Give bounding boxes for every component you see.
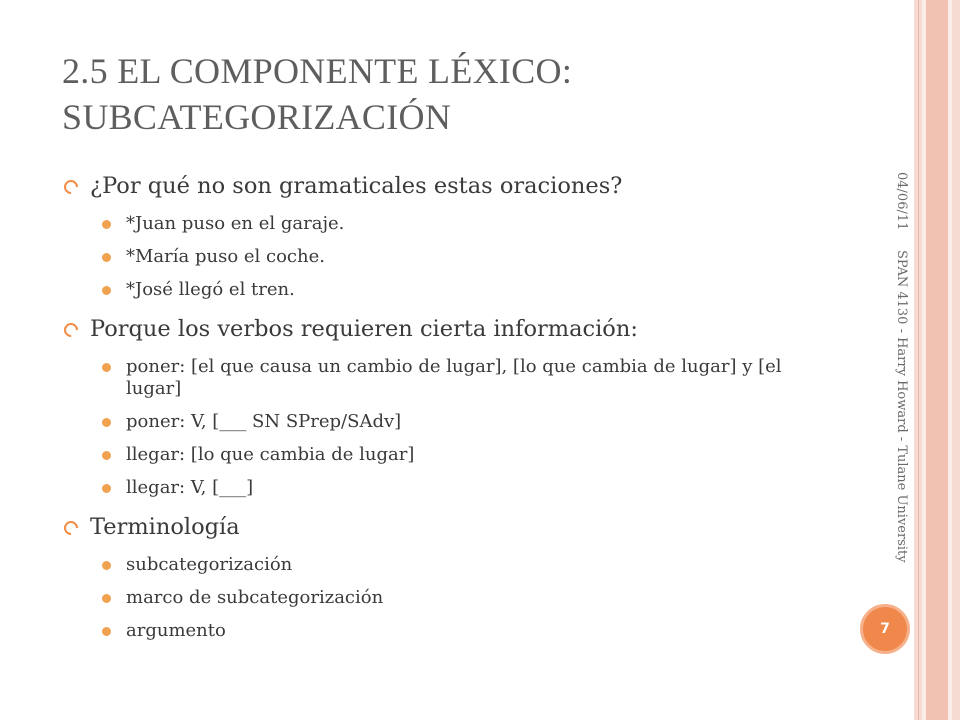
slide-footer: SPAN 4130 - Harry Howard - Tulane University bbox=[894, 250, 909, 563]
sub-bullet: marco de subcategorización bbox=[100, 587, 834, 609]
bullet-marker-icon bbox=[61, 177, 81, 197]
sub-bullet: subcategorización bbox=[100, 554, 834, 576]
bullet-marker-icon bbox=[61, 320, 81, 340]
dot-icon bbox=[102, 451, 111, 460]
bullet-2: Porque los verbos requieren cierta información: bbox=[64, 315, 834, 343]
dot-icon bbox=[102, 418, 111, 427]
sub-bullet: *Juan puso en el garaje. bbox=[100, 213, 834, 235]
bullet-marker-icon bbox=[61, 518, 81, 538]
slide-date: 04/06/11 bbox=[894, 172, 909, 231]
sub-bullet: poner: [el que causa un cambio de lugar], [lo que cambia de lugar] y [el lugar] bbox=[100, 356, 834, 400]
slide-title bbox=[62, 48, 882, 140]
decorative-stripes bbox=[914, 0, 960, 720]
dot-icon bbox=[102, 363, 111, 372]
sub-bullet: llegar: [lo que cambia de lugar] bbox=[100, 444, 834, 466]
dot-icon bbox=[102, 253, 111, 262]
page-number: 7 bbox=[880, 621, 890, 637]
bullet-3: Terminología bbox=[64, 513, 834, 541]
sub-bullet: argumento bbox=[100, 620, 834, 642]
sub-bullet: poner: V, [___ SN SPrep/SAdv] bbox=[100, 411, 834, 433]
dot-icon bbox=[102, 286, 111, 295]
title-line-1: 2.5 EL COMPONENTE LÉXICO: bbox=[62, 51, 573, 91]
dot-icon bbox=[102, 627, 111, 636]
divider-line bbox=[918, 0, 919, 720]
dot-icon bbox=[102, 561, 111, 570]
sub-bullet: llegar: V, [___] bbox=[100, 477, 834, 499]
dot-icon bbox=[102, 594, 111, 603]
dot-icon bbox=[102, 220, 111, 229]
slide-content bbox=[64, 172, 834, 653]
dot-icon bbox=[102, 484, 111, 493]
sub-bullet: *María puso el coche. bbox=[100, 246, 834, 268]
page-number-badge bbox=[860, 604, 910, 654]
sub-bullet: *José llegó el tren. bbox=[100, 279, 834, 301]
bullet-1: ¿Por qué no son gramaticales estas oraciones? bbox=[64, 172, 834, 200]
title-line-2: SUBCATEGORIZACIÓN bbox=[62, 97, 452, 137]
